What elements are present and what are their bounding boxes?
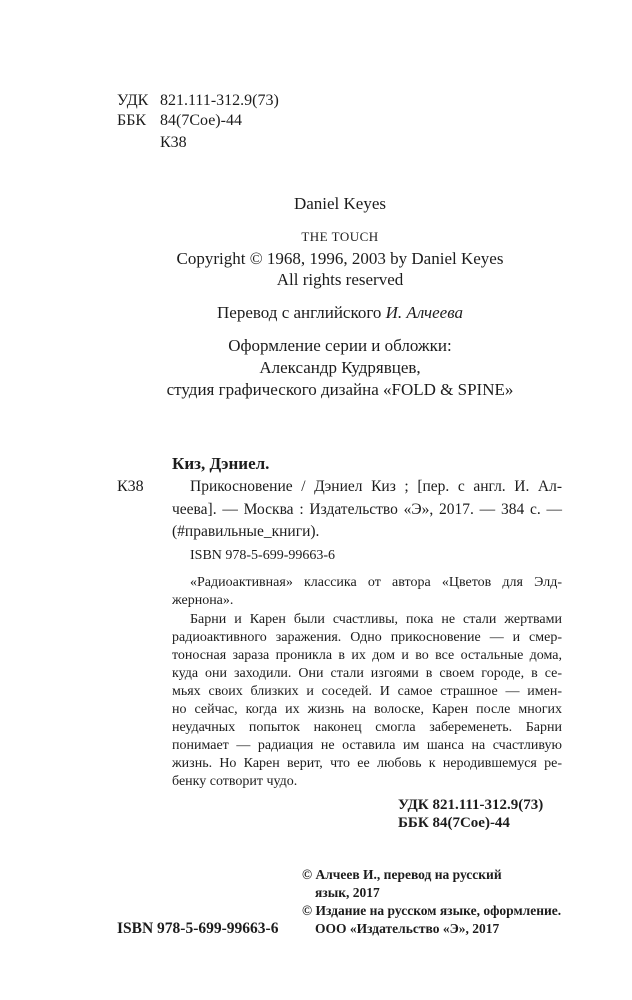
copyright-line: Copyright © 1968, 1996, 2003 by Daniel Keyes	[176, 249, 504, 268]
translation-label: Перевод с английского	[217, 303, 382, 322]
isbn: ISBN 978-5-699-99663-6	[117, 920, 279, 937]
index-udk: УДК 821.111-312.9(73)	[398, 797, 544, 813]
original-title: THE TOUCH	[301, 229, 379, 244]
catalog-line: чеева]. — Москва : Издательство «Э», 2017. — 384 с. —	[172, 501, 562, 518]
annotation-line: бенку сотворит чудо.	[172, 774, 298, 789]
annotation-line: куда они заходили. Они стали изгоями в своем городе, в се-	[172, 666, 562, 681]
bbk-label: ББК	[117, 112, 147, 129]
author-mark: К38	[160, 134, 187, 151]
annotation-line: мьях своих близких и соседей. И самое страшное — имен-	[172, 684, 562, 699]
index-bbk: ББК 84(7Сое)-44	[398, 815, 510, 831]
design-label: Оформление серии и обложки:	[228, 336, 452, 355]
copyright-notice-line: ООО «Издательство «Э», 2017	[315, 921, 500, 936]
annotation-line: понимает — радиация не оставила им шанса на счастливую	[172, 738, 562, 753]
bbk-value: 84(7Сое)-44	[160, 112, 242, 129]
annotation-line: тоносная зараза проникла в их дом и во все остальные дома,	[172, 648, 562, 663]
catalog-line: Прикосновение / Дэниел Киз ; [пер. с англ. И. Ал-	[190, 478, 562, 495]
catalog-author-mark: К38	[117, 478, 144, 495]
copyright-notice-line: язык, 2017	[315, 885, 380, 900]
design-studio: студия графического дизайна «FOLD & SPINE»	[166, 380, 514, 399]
copyright-notice-line: © Алчеев И., перевод на русский	[302, 867, 502, 882]
annotation-line: неудачных попыток наконец смогла забеременеть. Барни	[172, 720, 562, 735]
catalog-line: (#правильные_книги).	[172, 523, 320, 540]
udk-label: УДК	[117, 92, 149, 109]
annotation-line: жизнь. Но Карен верит, что ее любовь к неродившемуся ре-	[172, 756, 562, 771]
copyright-notice-line: © Издание на русском языке, оформление.	[302, 903, 562, 918]
annotation-line: «Радиоактивная» классика от автора «Цветов для Элд-	[190, 575, 562, 590]
original-author: Daniel Keyes	[293, 194, 387, 213]
rights-line: All rights reserved	[276, 270, 404, 289]
designer-name: Александр Кудрявцев,	[259, 358, 421, 377]
translator-name: И. Алчеева	[385, 303, 463, 322]
udk-value: 821.111-312.9(73)	[160, 92, 279, 109]
annotation-line: но сейчас, когда их жизнь на волоске, Карен после многих	[172, 702, 562, 717]
annotation-line: радиоактивного заражения. Одно прикосновение — и смер-	[172, 630, 562, 645]
catalog-isbn: ISBN 978-5-699-99663-6	[190, 548, 336, 563]
annotation-line: Барни и Карен были счастливы, пока не стали жертвами	[190, 612, 562, 627]
catalog-heading: Киз, Дэниел.	[172, 454, 270, 473]
translation-credit	[117, 302, 563, 324]
annotation-line: жернона».	[172, 593, 234, 608]
